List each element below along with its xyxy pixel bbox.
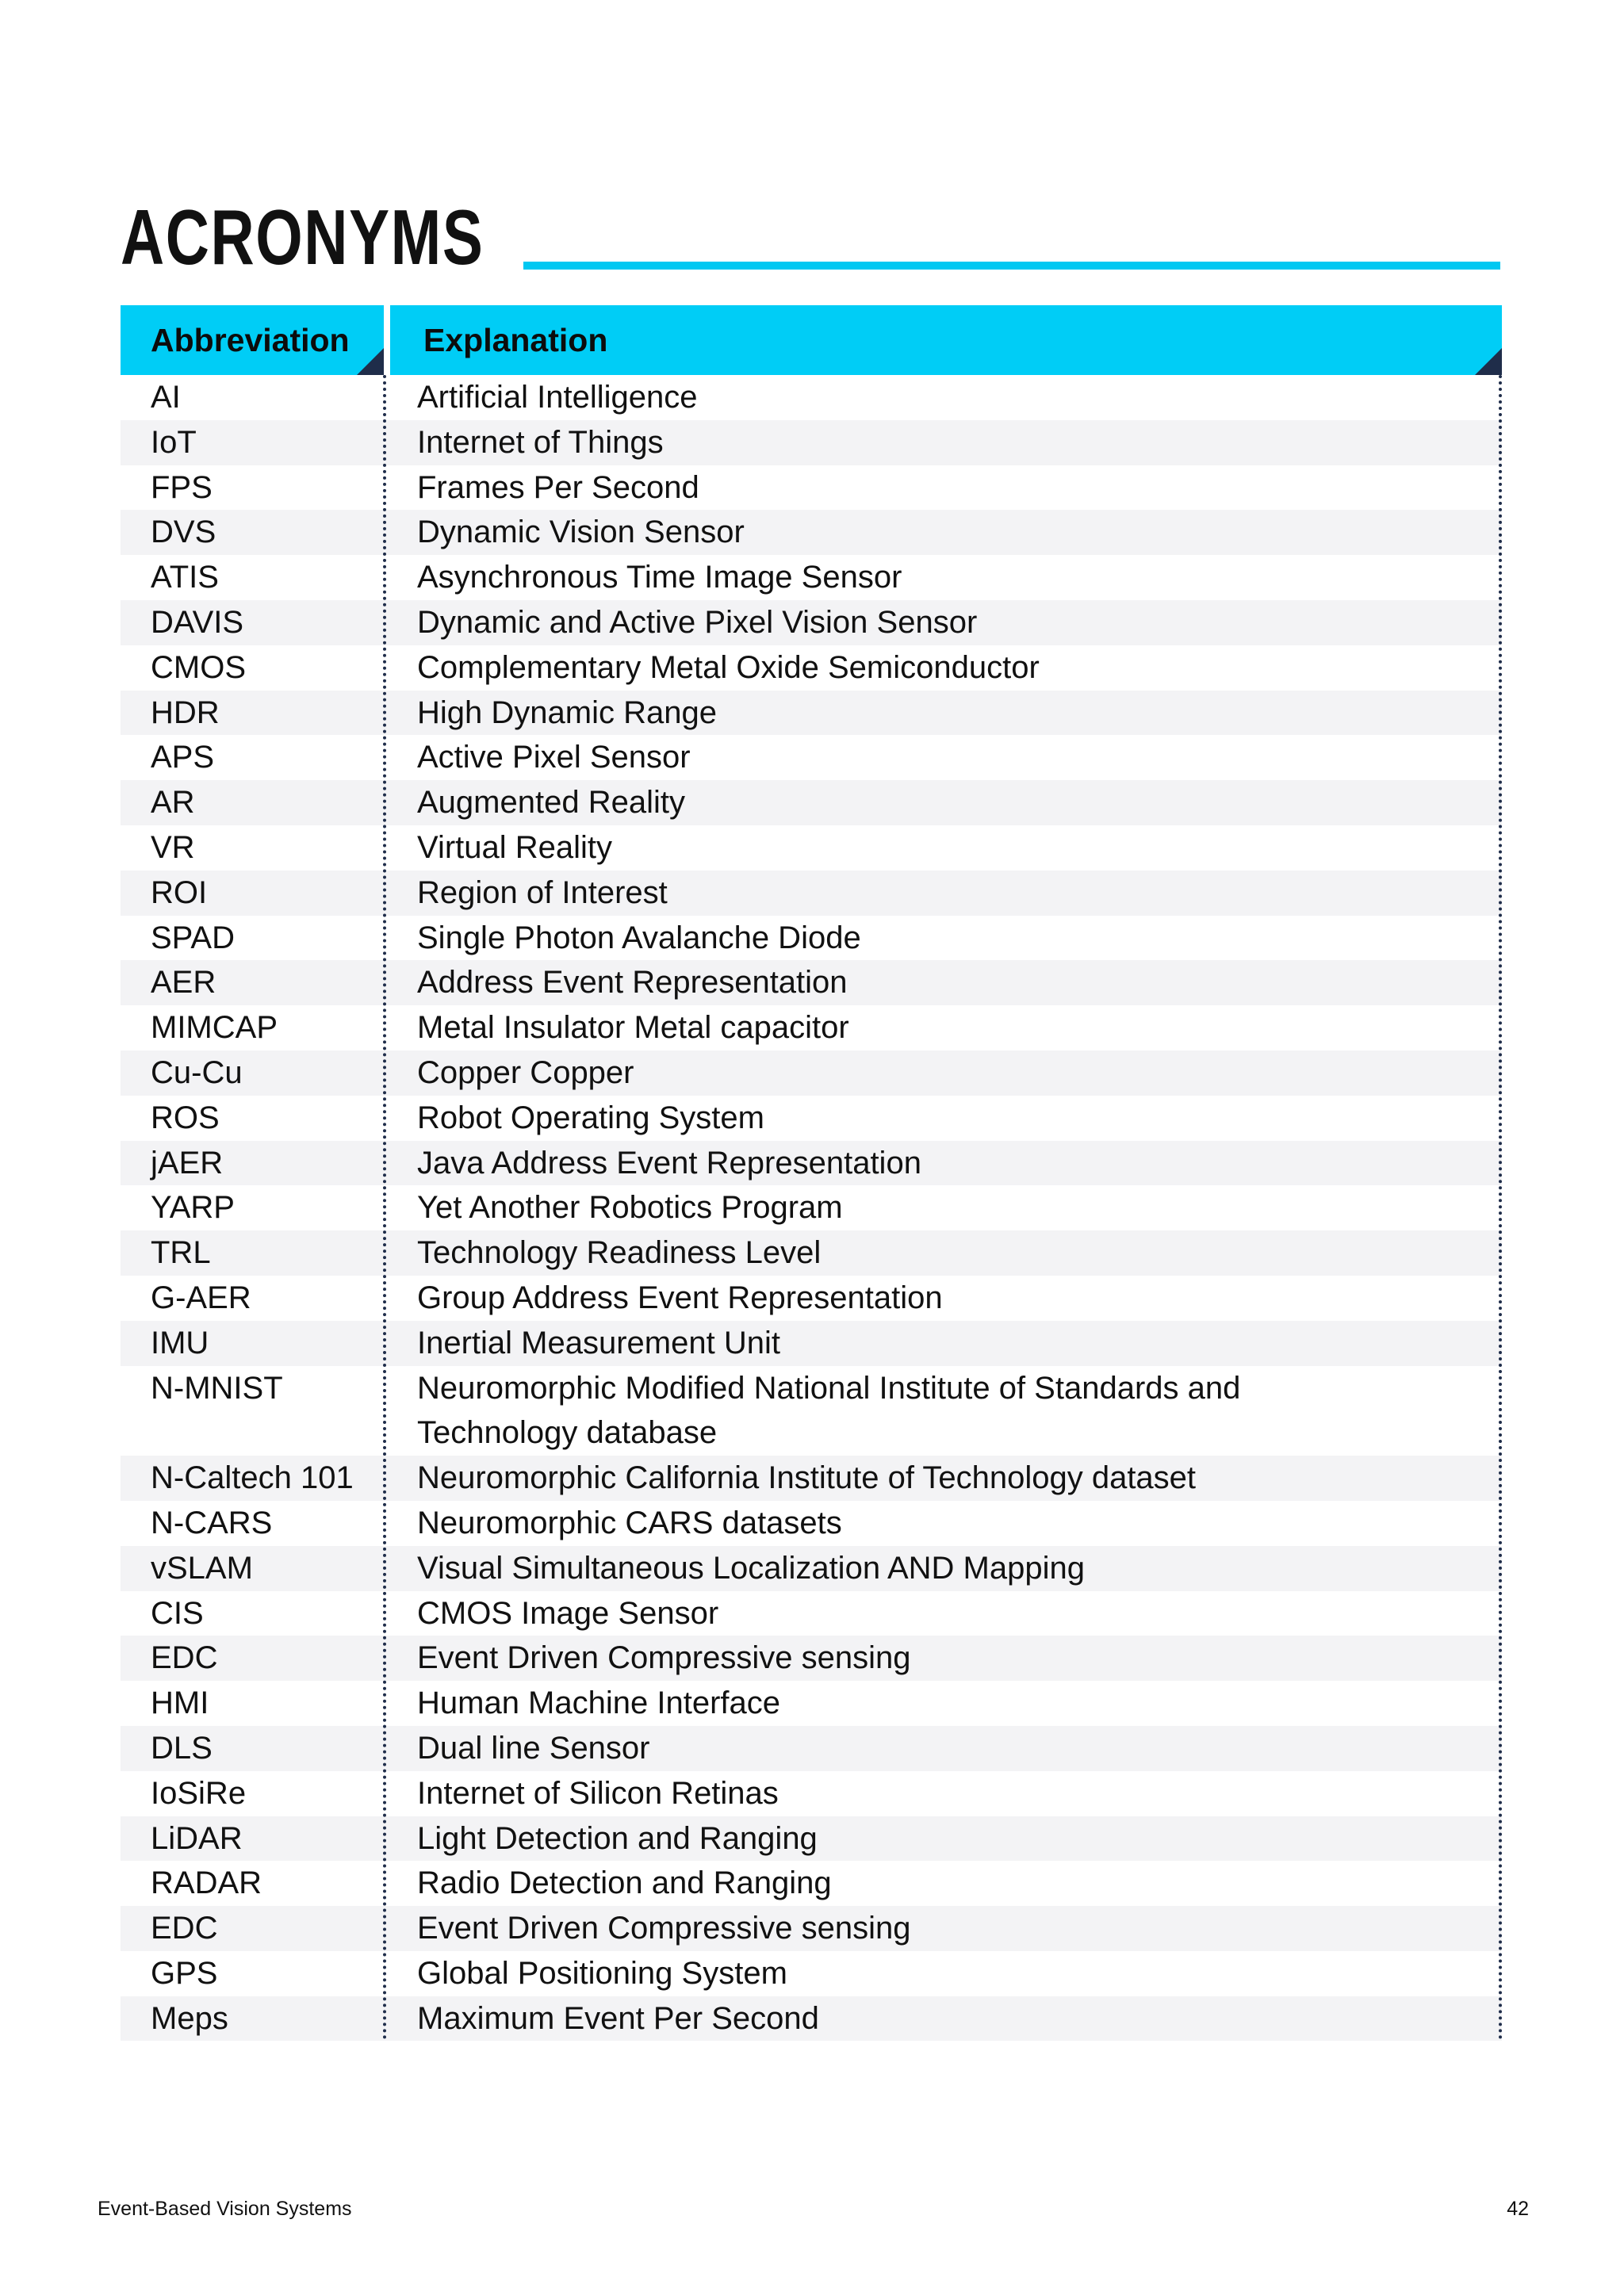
- explanation-cell: Inertial Measurement Unit: [417, 1325, 780, 1360]
- explanation-cell: Light Detection and Ranging: [417, 1820, 818, 1856]
- explanation-cell: Augmented Reality: [417, 785, 685, 821]
- abbreviation-cell: ROS: [151, 1100, 220, 1135]
- abbreviation-cell: jAER: [151, 1145, 224, 1181]
- table-row: [121, 510, 1502, 555]
- explanation-cell: Radio Detection and Ranging: [417, 1866, 832, 1901]
- table-row: [121, 600, 1502, 645]
- corner-triangle-icon: [1475, 348, 1502, 375]
- abbreviation-cell: YARP: [151, 1190, 235, 1226]
- abbreviation-cell: DLS: [151, 1730, 213, 1766]
- table-row: [121, 691, 1502, 736]
- section-heading: [121, 193, 1500, 281]
- explanation-cell: Robot Operating System: [417, 1100, 764, 1135]
- table-row: [121, 1005, 1502, 1050]
- table-row: [121, 780, 1502, 825]
- explanation-cell: Group Address Event Representation: [417, 1280, 943, 1315]
- table-row: [121, 916, 1502, 961]
- table-row: [121, 1456, 1502, 1501]
- abbreviation-cell: AR: [151, 785, 195, 821]
- heading-rule: [523, 262, 1500, 270]
- explanation-cell: Yet Another Robotics Program: [417, 1190, 843, 1226]
- table-row: [121, 1816, 1502, 1862]
- table-row: [121, 1230, 1502, 1276]
- abbreviation-cell: DVS: [151, 515, 216, 550]
- abbreviation-cell: G-AER: [151, 1280, 251, 1315]
- explanation-cell: Technology Readiness Level: [417, 1235, 822, 1271]
- page-title: ACRONYMS: [121, 193, 485, 281]
- table-row: [121, 1996, 1502, 2042]
- abbreviation-cell: DAVIS: [151, 604, 244, 640]
- table-row: [121, 735, 1502, 780]
- explanation-cell: Active Pixel Sensor: [417, 740, 691, 775]
- abbreviation-cell: CMOS: [151, 649, 246, 685]
- table-row: [121, 1050, 1502, 1096]
- explanation-cell: High Dynamic Range: [417, 695, 717, 730]
- explanation-cell: CMOS Image Sensor: [417, 1595, 719, 1631]
- abbreviation-cell: EDC: [151, 1911, 218, 1946]
- page-footer: [98, 2198, 1529, 2221]
- abbreviation-cell: vSLAM: [151, 1550, 253, 1586]
- explanation-cell: Virtual Reality: [417, 829, 613, 865]
- abbreviation-cell: HDR: [151, 695, 220, 730]
- abbreviation-cell: APS: [151, 740, 215, 775]
- table-row: [121, 1951, 1502, 1996]
- explanation-cell: Internet of Silicon Retinas: [417, 1775, 779, 1811]
- table-row: [121, 465, 1502, 511]
- table-row: [121, 1546, 1502, 1591]
- table-row: [121, 555, 1502, 600]
- table-row: [121, 1185, 1502, 1230]
- explanation-cell: Metal Insulator Metal capacitor: [417, 1010, 849, 1046]
- table-row: [121, 1591, 1502, 1636]
- abbreviation-cell: SPAD: [151, 920, 235, 955]
- explanation-cell: Neuromorphic California Institute of Technology dataset: [417, 1460, 1197, 1496]
- footer-title: Event-Based Vision Systems: [98, 2198, 352, 2220]
- table-row: [121, 871, 1502, 916]
- table-row: [121, 1861, 1502, 1906]
- acronyms-table: [121, 305, 1502, 2041]
- table-row: [121, 825, 1502, 871]
- abbreviation-cell: VR: [151, 829, 195, 865]
- table-row: [121, 420, 1502, 465]
- abbreviation-cell: ROI: [151, 874, 208, 910]
- corner-triangle-icon: [357, 348, 384, 375]
- abbreviation-cell: N-MNIST: [151, 1370, 283, 1406]
- table-row: [121, 1636, 1502, 1681]
- table-row: [121, 375, 1502, 420]
- explanation-cell: Human Machine Interface: [417, 1686, 781, 1721]
- table-row: [121, 960, 1502, 1005]
- explanation-cell: Internet of Things: [417, 424, 664, 460]
- table-row: [121, 1276, 1502, 1321]
- page-number: 42: [1507, 2198, 1529, 2220]
- explanation-cell: Region of Interest: [417, 874, 668, 910]
- abbreviation-cell: FPS: [151, 469, 213, 505]
- explanation-cell: Dynamic and Active Pixel Vision Sensor: [417, 604, 978, 640]
- explanation-cell: Address Event Representation: [417, 965, 848, 1001]
- table-row: [121, 1906, 1502, 1951]
- explanation-cell: Neuromorphic CARS datasets: [417, 1505, 842, 1540]
- table-row: [121, 1141, 1502, 1186]
- explanation-cell: Asynchronous Time Image Sensor: [417, 560, 902, 595]
- explanation-cell: Global Positioning System: [417, 1955, 787, 1991]
- explanation-cell: Copper Copper: [417, 1054, 634, 1090]
- abbreviation-cell: IoSiRe: [151, 1775, 247, 1811]
- table-body: [121, 375, 1502, 2041]
- abbreviation-cell: Cu-Cu: [151, 1054, 243, 1090]
- table-row: [121, 1366, 1502, 1456]
- explanation-cell: Event Driven Compressive sensing: [417, 1911, 911, 1946]
- explanation-cell: Frames Per Second: [417, 469, 699, 505]
- abbreviation-cell: MIMCAP: [151, 1010, 278, 1046]
- header-explanation: [390, 305, 1502, 375]
- table-row: [121, 1321, 1502, 1366]
- abbreviation-cell: IMU: [151, 1325, 209, 1360]
- abbreviation-cell: IoT: [151, 424, 197, 460]
- explanation-cell: Single Photon Avalanche Diode: [417, 920, 861, 955]
- abbreviation-cell: TRL: [151, 1235, 211, 1271]
- header-abbreviation-label: Abbreviation: [151, 321, 350, 358]
- explanation-cell: Visual Simultaneous Localization AND Mapping: [417, 1550, 1085, 1586]
- abbreviation-cell: AER: [151, 965, 216, 1001]
- abbreviation-cell: GPS: [151, 1955, 218, 1991]
- abbreviation-cell: AI: [151, 380, 181, 415]
- abbreviation-cell: N-CARS: [151, 1505, 273, 1540]
- abbreviation-cell: CIS: [151, 1595, 204, 1631]
- abbreviation-cell: LiDAR: [151, 1820, 243, 1856]
- table-row: [121, 1681, 1502, 1726]
- table-row: [121, 1501, 1502, 1546]
- header-explanation-label: Explanation: [423, 321, 608, 358]
- explanation-cell: Maximum Event Per Second: [417, 2000, 819, 2036]
- abbreviation-cell: HMI: [151, 1686, 209, 1721]
- explanation-cell: Complementary Metal Oxide Semiconductor: [417, 649, 1040, 685]
- table-header: [121, 305, 1502, 375]
- table-row: [121, 1771, 1502, 1816]
- explanation-cell: Event Driven Compressive sensing: [417, 1640, 911, 1676]
- table-row: [121, 1726, 1502, 1771]
- abbreviation-cell: Meps: [151, 2000, 228, 2036]
- explanation-cell: Dual line Sensor: [417, 1730, 650, 1766]
- explanation-cell: Neuromorphic Modified National Institute of Standards and Technology database: [417, 1370, 1241, 1451]
- explanation-cell: Dynamic Vision Sensor: [417, 515, 745, 550]
- table-row: [121, 1096, 1502, 1141]
- explanation-cell: Artificial Intelligence: [417, 380, 698, 415]
- table-row: [121, 645, 1502, 691]
- abbreviation-cell: ATIS: [151, 560, 219, 595]
- header-abbreviation: [121, 305, 384, 375]
- abbreviation-cell: N-Caltech 101: [151, 1460, 354, 1496]
- explanation-cell: Java Address Event Representation: [417, 1145, 921, 1181]
- abbreviation-cell: EDC: [151, 1640, 218, 1676]
- abbreviation-cell: RADAR: [151, 1866, 262, 1901]
